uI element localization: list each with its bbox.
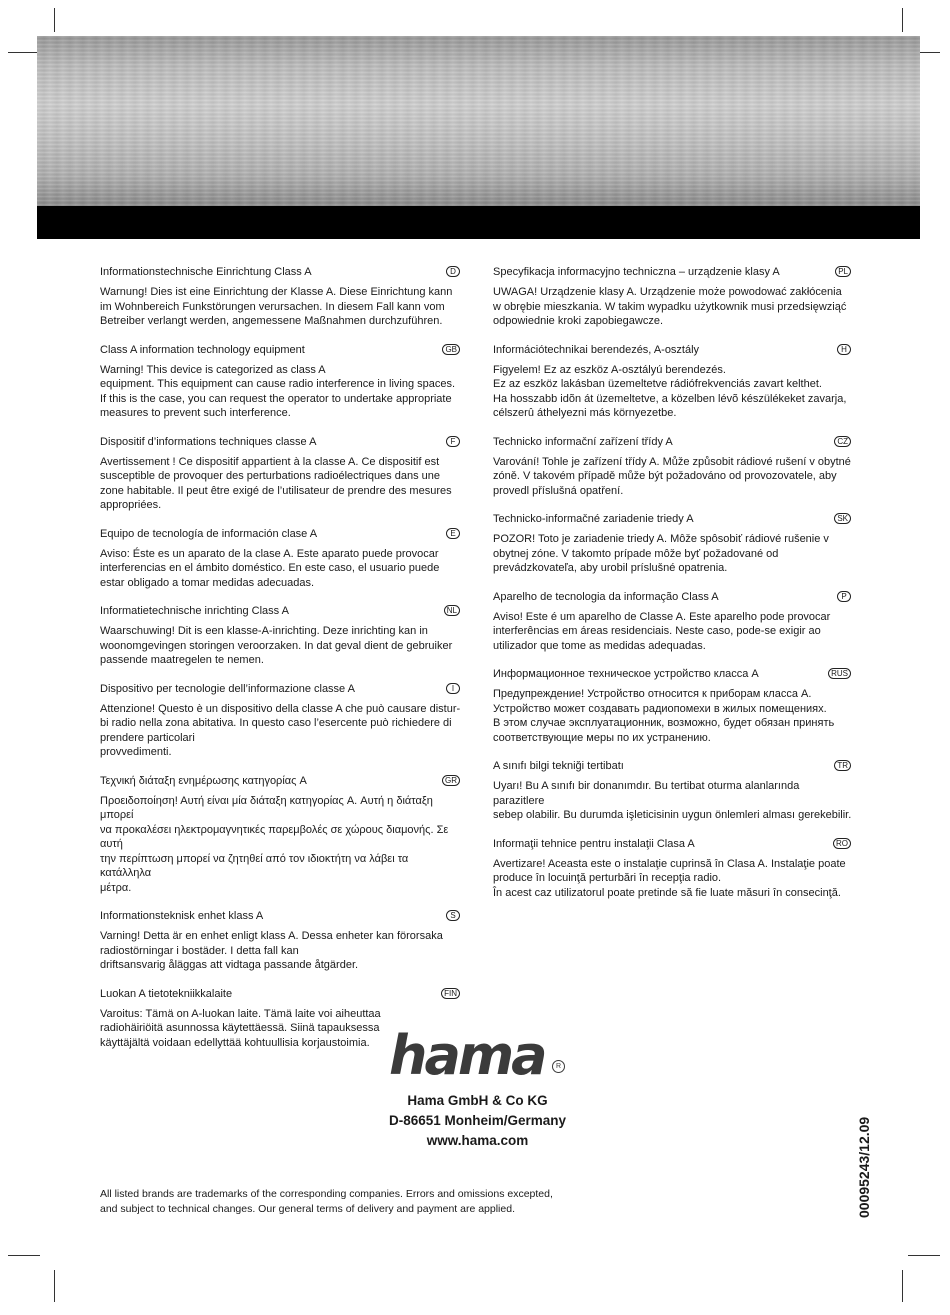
country-code-badge: CZ	[834, 436, 851, 447]
country-code-badge: E	[446, 528, 460, 539]
right-column	[493, 265, 853, 914]
section-title: Informationstechnische Einrichtung Class A	[100, 266, 312, 278]
section-d	[100, 265, 462, 329]
black-header-bar	[37, 206, 920, 239]
section-text: Предупреждение! Устройство относится к приборам класса A. Устройство может создавать радиопомехи в жилых помещениях. В этом случае эксплуатационник, возможно, будет обязан принять соответствующие меры по их устранению.	[493, 688, 835, 744]
section-text: Uyarı! Bu A sınıfı bir donanımdır. Bu tertibat oturma alanlarında parazitlere sebep olabilir. Bu durumda işleticisinin uygun önlemleri alması gerekebilir.	[493, 780, 852, 821]
section-title: A sınıfı bilgi tekniği tertibatı	[493, 760, 624, 772]
section-rus	[493, 667, 853, 745]
country-code-badge: H	[837, 344, 851, 355]
section-text: Varování! Tohle je zařízení třídy A. Může způsobit rádiové rušení v obytné zóně. V takovém případě může být požadováno od provozovatele, aby provedl příslušná opatření.	[493, 455, 851, 497]
section-sk	[493, 512, 853, 576]
section-text: Varoitus: Tämä on A-luokan laite. Tämä laite voi aiheuttaa radiohäiriöitä asunnossa käytettäessä. Siinä tapauksessa käyttäjältä voidaan edellyttää kohtuullisia korjaustoimia.	[100, 1007, 381, 1049]
crop-mark	[908, 1255, 940, 1256]
section-text: POZOR! Toto je zariadenie triedy A. Môže spôsobiť rádiové rušenie v obytnej zóne. V takomto prípade môže byť požadované od prevádzkovateľa, aby urobil príslušné opatrenia.	[493, 533, 829, 574]
section-title: Aparelho de tecnologia da informação Class A	[493, 590, 719, 603]
country-code-badge: P	[837, 591, 851, 602]
country-code-badge: RUS	[828, 668, 851, 679]
section-s	[100, 909, 462, 973]
section-title: Technicko informační zařízení třídy A	[493, 435, 673, 448]
section-p	[493, 590, 853, 654]
country-code-badge: SK	[834, 513, 851, 524]
section-e	[100, 527, 462, 591]
crop-mark	[54, 8, 55, 32]
section-text: UWAGA! Urządzenie klasy A. Urządzenie może powodować zakłócenia w obrębie mieszkania. W takim wypadku użytkownik musi przedsięwziąć odpowiednie kroki zapobiegawcze.	[493, 286, 847, 327]
section-tr	[493, 759, 853, 823]
section-i	[100, 682, 462, 760]
section-cz	[493, 435, 853, 499]
country-code-badge: I	[446, 683, 460, 694]
section-title: Τεχνική διάταξη ενημέρωσης κατηγορίας A	[100, 774, 307, 787]
section-title: Информационное техническое устройство класса A	[493, 668, 759, 680]
section-title: Dispositivo per tecnologie dell’informazione classe A	[100, 682, 355, 695]
section-title: Informationsteknisk enhet klass A	[100, 910, 264, 922]
company-website: www.hama.com	[426, 1133, 529, 1148]
section-text: Avertizare! Aceasta este o instalaţie cuprinsă în Clasa A. Instalaţie poate produce în locuinţă perturbări în recepţia radio. În acest caz utilizatorul poate pretinde să fie luate măsuri în consecinţă.	[493, 857, 846, 899]
left-column	[100, 265, 462, 1064]
section-pl	[493, 265, 853, 329]
logo-wordmark: hama	[389, 1024, 545, 1087]
section-title: Informaţii tehnice pentru instalaţii Clasa A	[493, 837, 695, 850]
section-text: Varning! Detta är en enhet enligt klass A. Dessa enheter kan förorsaka radiostörningar i bostäder. I detta fall kan driftsansvarig åläggas att vidtaga passande åtgärder.	[100, 930, 443, 971]
section-text: Waarschuwing! Dit is een klasse-A-inrichting. Deze inrichting kan in woonomgevingen storingen veroorzaken. In dat geval dient de gebruiker passende maatregelen te nemen.	[100, 625, 453, 666]
section-text: Warning! This device is categorized as class A equipment. This equipment can cause radio interference in living spaces. If this is the case, you can request the operator to undertake appropriate measures to prevent such interference.	[100, 363, 456, 419]
country-code-badge: RO	[833, 838, 851, 849]
country-code-badge: GR	[442, 775, 460, 786]
document-number: 00095243/12.09	[856, 1116, 872, 1218]
country-code-badge: GB	[442, 344, 460, 355]
section-gb	[100, 343, 462, 421]
country-code-badge: TR	[834, 760, 851, 771]
section-ro	[493, 837, 853, 901]
country-code-badge: F	[446, 436, 460, 447]
section-text: Aviso: Éste es un aparato de la clase A. Este aparato puede provocar interferencias en el ámbito doméstico. En este caso, el usuario puede estar obligado a tomar medidas adecuadas.	[100, 547, 440, 589]
company-name: Hama GmbH & Co KG	[407, 1093, 548, 1108]
section-gr	[100, 774, 462, 896]
section-text: Figyelem! Ez az eszköz A-osztályú berendezés. Ez az eszköz lakásban üzemeltetve rádiófrekvenciás zavart kelthet. Ha hosszabb idõn át üzemeltetve, a közelben lévõ készülékeket zavarja, célszerû áthelyezni más környezetbe.	[493, 363, 847, 419]
country-code-badge: S	[446, 910, 460, 921]
country-code-badge: D	[446, 266, 460, 277]
brushed-metal-banner	[37, 36, 920, 206]
company-address-block	[330, 1091, 625, 1151]
hama-logo	[389, 1024, 569, 1087]
country-code-badge: FIN	[441, 988, 460, 999]
crop-mark	[8, 52, 40, 53]
section-nl	[100, 604, 462, 668]
section-title: Dispositif d’informations techniques classe A	[100, 435, 317, 448]
section-text: Προειδοποίηση! Αυτή είναι μία διάταξη κατηγορίας A. Αυτή η διάταξη μπορεί να προκαλέσει ηλεκτρομαγνητικές παρεμβολές σε χώρους διαμονής. Σε αυτή την περίπτωση μπορεί να ζητηθεί από τον ιδιοκτήτη να λάβει τα κατάλληλα μέτρα.	[100, 794, 449, 894]
country-code-badge: PL	[835, 266, 851, 277]
crop-mark	[54, 1270, 55, 1302]
section-title: Információtechnikai berendezés, A-osztály	[493, 343, 700, 356]
section-h	[493, 343, 853, 421]
crop-mark	[902, 1270, 903, 1302]
country-code-badge: NL	[444, 605, 460, 616]
section-title: Luokan A tietotekniikkalaite	[100, 987, 233, 1000]
section-title: Equipo de tecnología de información clase A	[100, 527, 318, 540]
section-f	[100, 435, 462, 513]
crop-mark	[902, 8, 903, 32]
section-text: Attenzione! Questo è un dispositivo della classe A che può causare distur- bi radio nella zona abitativa. In questo caso l’esercente può richiedere di prendere particolari provvedimenti.	[100, 702, 461, 758]
section-title: Specyfikacja informacyjno techniczna – urządzenie klasy A	[493, 266, 780, 278]
registered-mark-icon: R	[552, 1060, 565, 1073]
section-text: Avertissement ! Ce dispositif appartient à la classe A. Ce dispositif est susceptible de provoquer des perturbations radioélectriques dans une zone habitable. Il peut être exigé de l’utilisateur de prendre des mesures appropriées.	[100, 455, 452, 511]
section-title: Informatietechnische inrichting Class A	[100, 605, 289, 617]
section-title: Technicko-informačné zariadenie triedy A	[493, 513, 694, 525]
section-title: Class A information technology equipment	[100, 343, 305, 356]
legal-disclaimer: All listed brands are trademarks of the corresponding companies. Errors and omissions excepted, and subject to technical changes. Our general terms of delivery and payment are applied.	[100, 1188, 553, 1215]
section-text: Aviso! Este é um aparelho de Classe A. Este aparelho pode provocar interferências em áreas residenciais. Neste caso, pode-se exigir ao utilizador que tome as medidas adequadas.	[493, 610, 831, 652]
crop-mark	[8, 1255, 40, 1256]
company-address: D-86651 Monheim/Germany	[388, 1113, 567, 1128]
section-text: Warnung! Dies ist eine Einrichtung der Klasse A. Diese Einrichtung kann im Wohnbereich Funkstörungen verursachen. In diesem Fall kann vom Betreiber verlangt werden, angemessene Maßnahmen durchzuführen.	[100, 286, 453, 327]
